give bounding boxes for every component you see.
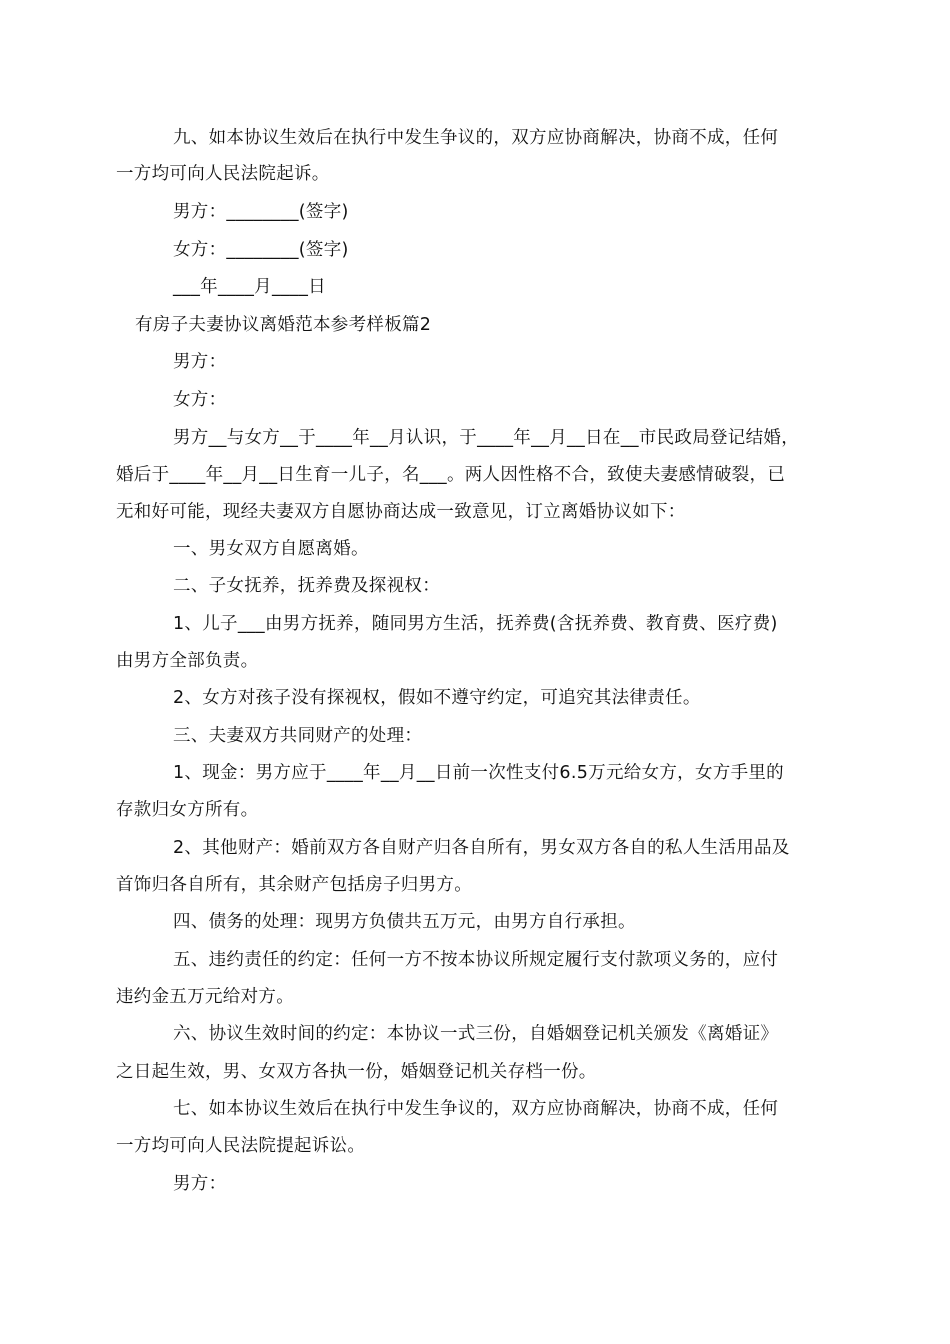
item-7-line-2: 一方均可向人民法院提起诉讼。 <box>116 1136 366 1156</box>
item-2-1-line-2: 由男方全部负责。 <box>116 651 259 671</box>
item-2-1-line-1: 1、儿子___由男方抚养，随同男方生活，抚养费(含抚养费、教育费、医疗费) <box>173 614 778 634</box>
party-male-closing: 男方： <box>173 1174 227 1194</box>
party-male: 男方： <box>173 352 227 372</box>
item-1: 一、男女双方自愿离婚。 <box>173 539 369 559</box>
intro-line-2: 婚后于____年__月__日生育一儿子，名___。两人因性格不合，致使夫妻感情破裂，已 <box>116 465 786 485</box>
item-3-1-line-1: 1、现金：男方应于____年__月__日前一次性支付6.5万元给女方，女方手里的 <box>173 763 784 783</box>
item-3-1-line-2: 存款归女方所有。 <box>116 800 259 820</box>
male-signature-line: 男方：________(签字) <box>173 202 349 222</box>
item-2: 二、子女抚养，抚养费及探视权： <box>173 576 440 596</box>
item-5-line-1: 五、违约责任的约定：任何一方不按本协议所规定履行支付款项义务的，应付 <box>173 950 779 970</box>
item-6-line-2: 之日起生效，男、女双方各执一份，婚姻登记机关存档一份。 <box>116 1062 597 1082</box>
party-female: 女方： <box>173 390 227 410</box>
item-3-2-line-2: 首饰归各自所有，其余财产包括房子归男方。 <box>116 875 472 895</box>
item-2-2: 2、女方对孩子没有探视权，假如不遵守约定，可追究其法律责任。 <box>173 688 701 708</box>
intro-line-1: 男方__与女方__于____年__月认识，于____年__月__日在__市民政局登记结婚， <box>173 428 799 448</box>
female-signature-line: 女方：________(签字) <box>173 240 349 260</box>
item-3-2-line-1: 2、其他财产：婚前双方各自财产归各自所有，男女双方各自的私人生活用品及 <box>173 838 790 858</box>
section-title: 有房子夫妻协议离婚范本参考样板篇2 <box>135 315 432 335</box>
item-7-line-1: 七、如本协议生效后在执行中发生争议的，双方应协商解决，协商不成，任何 <box>173 1099 779 1119</box>
item-3: 三、夫妻双方共同财产的处理： <box>173 726 423 746</box>
date-line: ___年____月____日 <box>173 277 326 297</box>
item-6-line-1: 六、协议生效时间的约定：本协议一式三份，自婚姻登记机关颁发《离婚证》 <box>173 1024 779 1044</box>
intro-line-3: 无和好可能，现经夫妻双方自愿协商达成一致意见，订立离婚协议如下： <box>116 502 686 522</box>
clause9-line-2: 一方均可向人民法院起诉。 <box>116 164 330 184</box>
clause9-line-1: 九、如本协议生效后在执行中发生争议的，双方应协商解决，协商不成，任何 <box>173 128 779 148</box>
item-5-line-2: 违约金五万元给对方。 <box>116 987 294 1007</box>
item-4: 四、债务的处理：现男方负债共五万元，由男方自行承担。 <box>173 912 636 932</box>
